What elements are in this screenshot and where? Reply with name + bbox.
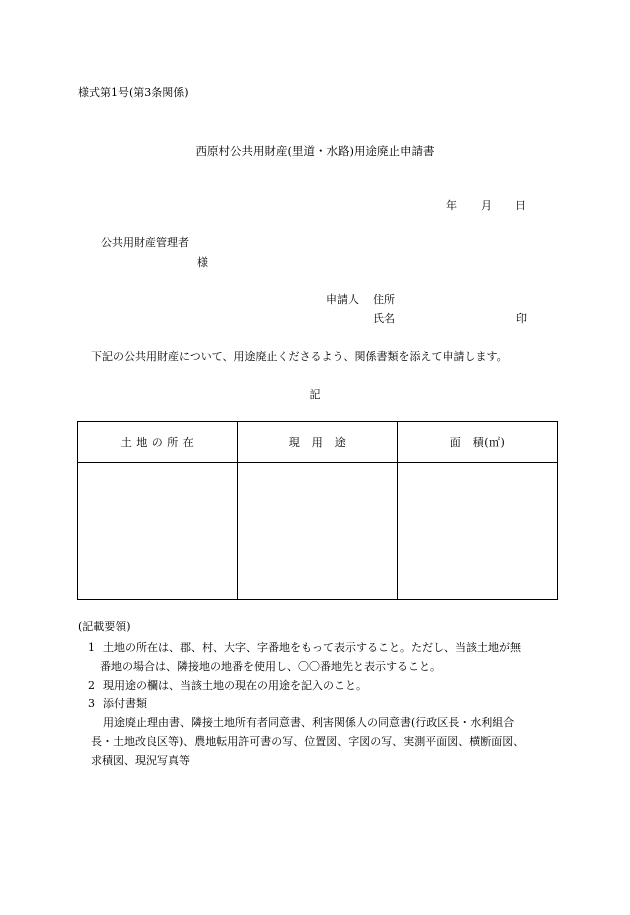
note-text: 添付書類 — [103, 697, 147, 710]
date-month-label: 月 — [481, 199, 492, 212]
date-year-label: 年 — [446, 199, 457, 212]
applicant-address-label: 住所 — [373, 293, 395, 306]
cell-area[interactable] — [398, 463, 558, 600]
addressee-honorific: 様 — [197, 256, 208, 269]
addressee: 公共用財産管理者 — [101, 236, 189, 249]
note-item-3 — [88, 697, 147, 711]
note-number: 2 — [88, 679, 95, 692]
note-number: 3 — [88, 697, 95, 710]
date-day-label: 日 — [515, 199, 526, 212]
ki-heading: 記 — [309, 388, 321, 401]
applicant-name-label: 氏名 — [373, 312, 395, 325]
land-table — [77, 421, 558, 600]
note-item-1-continued: 番地の場合は、隣接地の地番を使用し、〇〇番地先と表示すること。 — [100, 660, 441, 673]
attachments-line-1: 用途廃止理由書、隣接土地所有者同意書、利害関係人の同意書(行政区長・水利組合 — [103, 716, 515, 729]
attachments-line-2: 長・土地改良区等)、農地転用許可書の写、位置図、字図の写、実測平面図、横断面図、 — [91, 735, 525, 748]
cell-current-use[interactable] — [238, 463, 398, 600]
cell-land-location[interactable] — [78, 463, 238, 600]
notes-title: (記載要領) — [78, 620, 131, 633]
form-number: 様式第1号(第3条関係) — [78, 86, 189, 99]
table-header-row — [78, 422, 558, 463]
table-row — [78, 463, 558, 600]
applicant-label: 申請人 — [326, 293, 359, 306]
attachments-line-3: 求積図、現況写真等 — [91, 754, 190, 767]
header-area: 面 積(㎡) — [398, 422, 558, 463]
note-item-2 — [88, 679, 367, 693]
document-title: 西原村公共用財産(里道・水路)用途廃止申請書 — [195, 144, 435, 158]
note-number: 1 — [88, 641, 95, 654]
note-text: 現用途の欄は、当該土地の現在の用途を記入のこと。 — [103, 679, 367, 692]
seal-label: 印 — [516, 312, 527, 325]
header-current-use: 現 用 途 — [238, 422, 398, 463]
header-land-location: 土 地 の 所 在 — [78, 422, 238, 463]
application-statement: 下記の公共用財産について、用途廃止くださるよう、関係書類を添えて申請します。 — [91, 350, 508, 363]
note-item-1 — [88, 641, 521, 655]
note-text: 土地の所在は、郡、村、大字、字番地をもって表示すること。ただし、当該土地が無 — [103, 641, 521, 654]
